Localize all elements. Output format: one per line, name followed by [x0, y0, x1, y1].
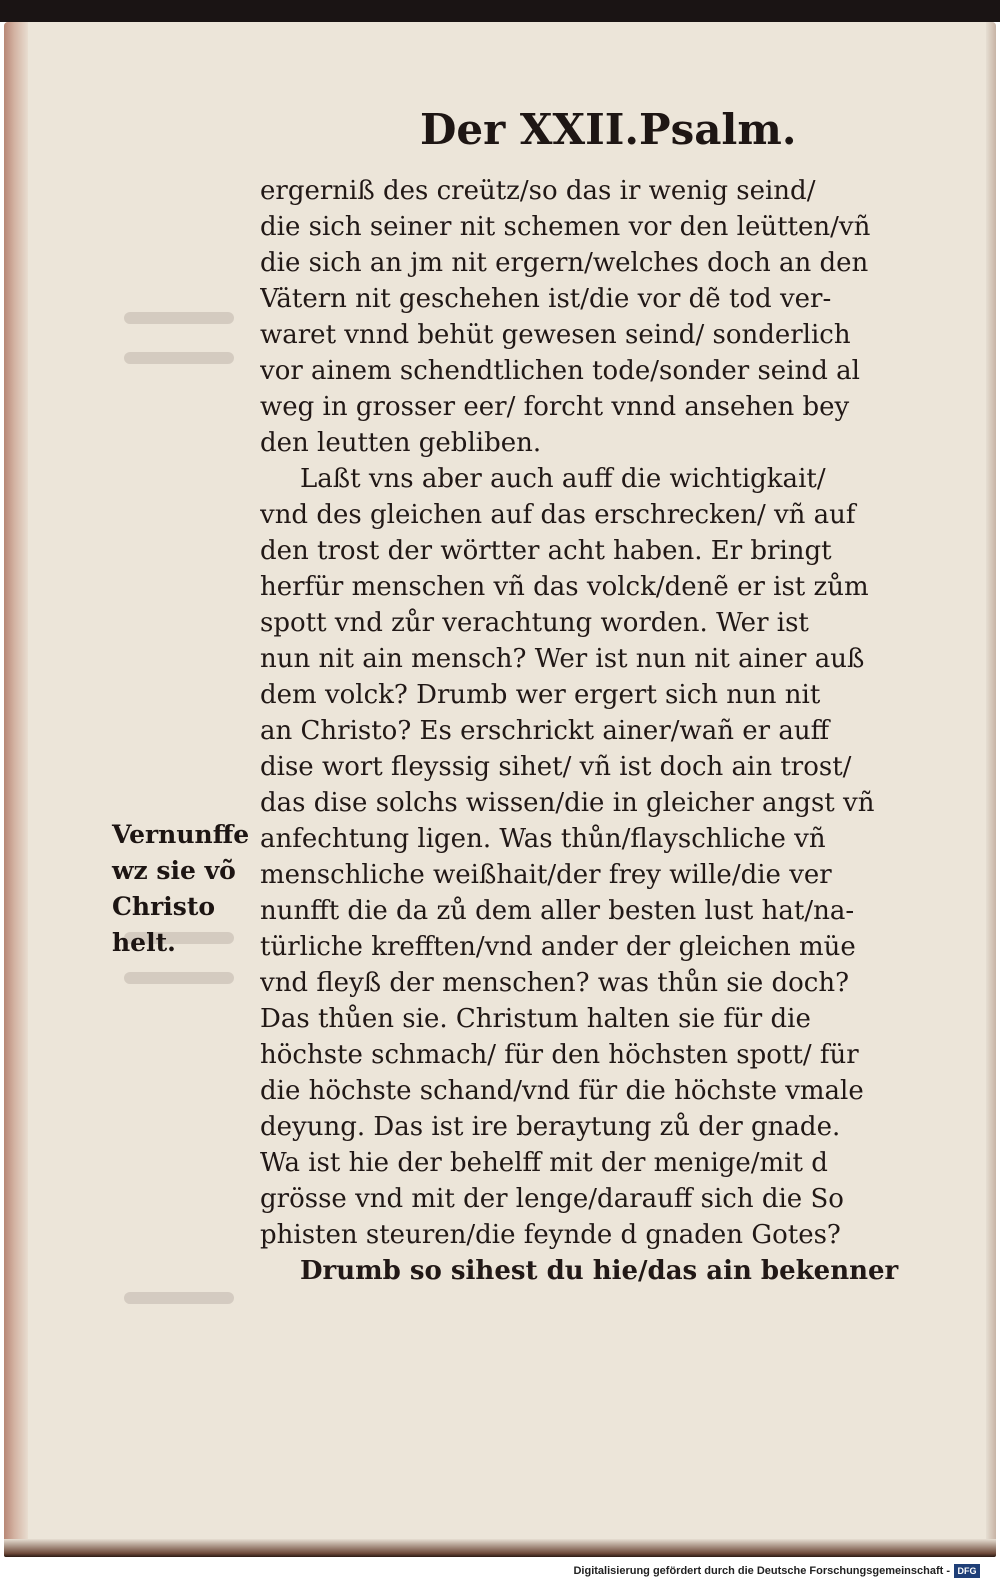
ghost-mark: [124, 312, 234, 324]
text-line: dem volck? Drumb wer ergert sich nun nit: [260, 680, 821, 710]
funding-credit: Digitalisierung gefördert durch die Deutsche Forschungsgemeinschaft -: [573, 1565, 950, 1577]
text-line: nun nit ain mensch? Wer ist nun nit ainer auß: [260, 644, 865, 674]
text-line: grösse vnd mit der lenge/darauff sich die So: [260, 1184, 844, 1214]
text-line: nunfft die da zů dem aller besten lust hat/na-: [260, 896, 855, 926]
page-edge-right: [986, 22, 996, 1557]
text-line: die sich seiner nit schemen vor den leütten/vñ: [260, 212, 871, 242]
show-through-text: [114, 312, 244, 1302]
text-line: ergerniß des creütz/so das ir wenig seind/: [260, 176, 816, 206]
text-line: vnd des gleichen auf das erschrecken/ vñ auf: [260, 500, 856, 530]
footer-bar: [0, 1557, 1000, 1588]
text-line: das dise solchs wissen/die in gleicher angst vñ: [260, 788, 875, 818]
text-line: menschliche weißhait/der frey wille/die ver: [260, 860, 832, 890]
text-line: anfechtung ligen. Was thůn/flayschliche vñ: [260, 824, 826, 854]
margin-note: [112, 817, 262, 961]
dfg-logo: DFG: [954, 1564, 980, 1578]
text-line: höchste schmach/ für den höchsten spott/ für: [260, 1040, 859, 1070]
text-line: den leutten gebliben.: [260, 428, 542, 458]
ghost-mark: [124, 972, 234, 984]
margin-note-line: wz sie võ: [112, 856, 236, 885]
page-edge-bottom: [4, 1539, 996, 1557]
text-line: die sich an jm nit ergern/welches doch an den: [260, 248, 869, 278]
text-line: vor ainem schendtlichen tode/sonder seind al: [260, 356, 860, 386]
scan-top-edge: [0, 0, 1000, 22]
text-line: Vätern nit geschehen ist/die vor dẽ tod ver-: [260, 284, 832, 314]
text-line: dise wort fleyssig sihet/ vñ ist doch ain trost/: [260, 752, 852, 782]
page-edge-left: [4, 22, 28, 1557]
ghost-mark: [124, 1292, 234, 1304]
margin-note-line: Christo: [112, 892, 216, 921]
text-line: den trost der wörtter acht haben. Er bringt: [260, 536, 832, 566]
margin-note-line: helt.: [112, 928, 176, 957]
text-line: vnd fleyß der menschen? was thůn sie doch?: [260, 968, 850, 998]
catchword-line: Drumb so sihest du hie/das ain bekenner: [300, 1256, 899, 1286]
text-line: Das thůen sie. Christum halten sie für die: [260, 1004, 811, 1034]
text-line: türliche krefften/vnd ander der gleichen müe: [260, 932, 856, 962]
text-line: deyung. Das ist ire beraytung zů der gnade.: [260, 1112, 841, 1142]
text-line: waret vnnd behüt gewesen seind/ sonderlich: [260, 320, 851, 350]
ghost-mark: [124, 352, 234, 364]
text-line: Wa ist hie der behelff mit der menige/mit d: [260, 1148, 828, 1178]
paragraph-start-line: Laßt vns aber auch auff die wichtigkait/: [300, 464, 826, 494]
text-line: weg in grosser eer/ forcht vnnd ansehen bey: [260, 392, 850, 422]
running-head: Der XXII.Psalm.: [420, 105, 797, 154]
body-text: [260, 173, 920, 1289]
margin-note-line: Vernunffe: [112, 820, 250, 849]
text-line: an Christo? Es erschrickt ainer/wañ er auff: [260, 716, 830, 746]
text-line: spott vnd zůr verachtung worden. Wer ist: [260, 608, 809, 638]
text-line: herfür menschen vñ das volck/denẽ er ist zům: [260, 572, 869, 602]
text-line: die höchste schand/vnd für die höchste vmale: [260, 1076, 864, 1106]
text-line: phisten steuren/die feynde d gnaden Gotes?: [260, 1220, 841, 1250]
